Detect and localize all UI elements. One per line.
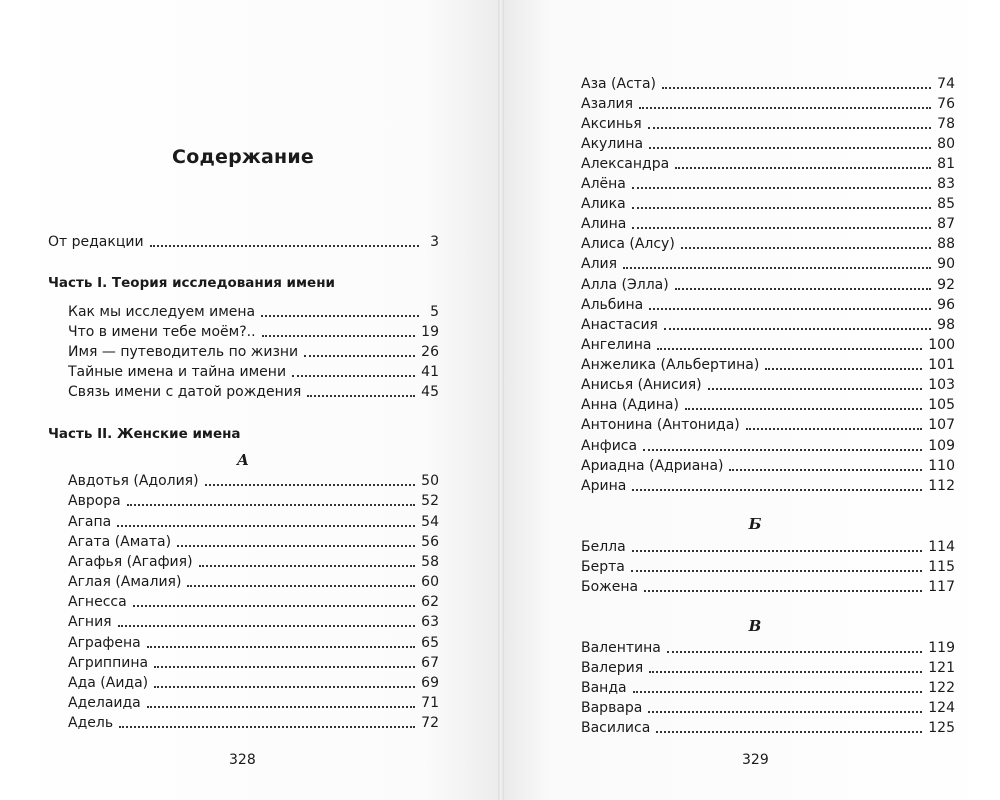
toc-entry[interactable] [581,295,955,315]
page-number: 328 [229,752,256,768]
toc-entry-title: Ариадна (Адриана) [581,458,724,474]
toc-entry[interactable] [581,94,955,114]
toc-entry-title: Алика [581,196,626,212]
toc-entry-page: 92 [937,277,955,293]
toc-entry[interactable] [68,612,439,632]
toc-entry-title: Алиса (Алсу) [581,236,675,252]
toc-entry[interactable] [581,375,955,395]
toc-entry[interactable] [581,678,955,698]
toc-entry[interactable] [581,355,955,375]
toc-entry-title: Азалия [581,96,634,112]
page-number: 329 [742,752,769,768]
leader-dots [205,483,416,486]
leader-dots [133,604,415,607]
leader-dots [154,665,415,668]
toc-entry-page: 98 [937,317,955,333]
toc-entry-page: 114 [928,539,955,555]
page-title: Содержание [172,146,314,168]
toc-entry-page: 45 [421,384,439,400]
toc-entry[interactable] [581,234,955,254]
toc-entry[interactable] [581,658,955,678]
leader-dots [639,106,931,109]
toc-entry-page: 125 [928,720,955,736]
toc-entry[interactable] [581,114,955,134]
toc-entry[interactable] [68,572,439,592]
leader-dots [632,186,931,189]
toc-entry-title: Анжелика (Альбертина) [581,357,760,373]
leader-dots [118,624,416,627]
leader-dots [147,645,415,648]
leader-dots [632,206,932,209]
leader-dots [633,690,923,693]
toc-entry-page: 103 [928,377,955,393]
toc-entry-title: Аврора [68,493,121,509]
toc-entry-page: 74 [937,76,955,92]
section-letter: Б [748,515,762,533]
toc-entry[interactable] [581,275,955,295]
toc-entry-title: Аделаида [68,695,141,711]
toc-entry-title: Анисья (Анисия) [581,377,702,393]
toc-entry-page: 41 [421,364,439,380]
leader-dots [648,710,922,713]
toc-entry-title: Берта [581,559,625,575]
toc-entry-title: Альбина [581,297,644,313]
section-letter: В [748,617,762,635]
toc-entry-page: 81 [937,156,955,172]
leader-dots [623,266,931,269]
toc-entry[interactable] [581,638,955,658]
leader-dots [199,564,416,567]
part-heading: Часть II. Женские имена [48,426,241,442]
toc-entry[interactable] [68,512,439,532]
leader-dots [117,524,415,527]
section-letter: А [236,451,250,469]
toc-entry-title: Агата (Амата) [68,534,172,550]
toc-entry-title: Алия [581,256,618,272]
toc-entry-page: 19 [421,324,439,340]
toc-entry-title: Агнесса [68,594,127,610]
toc-entry[interactable] [68,342,439,362]
leader-dots [187,584,415,587]
leader-dots [177,544,415,547]
toc-entry[interactable] [581,415,955,435]
toc-entry-title: Что в имени тебе моём?.. [68,324,256,340]
leader-dots [765,367,922,370]
toc-entry-page: 58 [421,554,439,570]
toc-entry-title: Аксинья [581,116,642,132]
toc-entry-title: Связь имени с датой рождения [68,384,302,400]
leader-dots [127,503,415,506]
leader-dots [656,730,922,733]
toc-entry-page: 124 [928,700,955,716]
toc-entry-title: Ада (Аида) [68,675,149,691]
toc-entry-page: 26 [421,344,439,360]
toc-entry[interactable] [581,395,955,415]
leader-dots [729,468,922,471]
toc-entry-title: Алла (Элла) [581,277,669,293]
toc-entry-title: Авдотья (Адолия) [68,473,199,489]
toc-entry-page: 105 [928,397,955,413]
leader-dots [685,407,922,410]
toc-entry-page: 56 [421,534,439,550]
toc-entry[interactable] [68,552,439,572]
toc-entry-page: 50 [421,473,439,489]
toc-entry-title: Василиса [581,720,651,736]
toc-entry-title: Ванда [581,680,627,696]
leader-dots [292,374,415,377]
toc-entry-page: 121 [928,660,955,676]
toc-entry-title: От редакции [48,234,144,250]
leader-dots [262,334,416,337]
toc-entry-page: 96 [937,297,955,313]
leader-dots [261,314,419,317]
toc-entry-page: 76 [937,96,955,112]
leader-dots [648,126,932,129]
toc-entry-page: 3 [430,234,439,250]
toc-entry[interactable] [68,713,439,733]
toc-entry-page: 72 [421,715,439,731]
toc-entry[interactable] [68,362,439,382]
toc-entry-page: 112 [928,478,955,494]
toc-entry-title: Александра [581,156,670,172]
toc-entry-page: 100 [928,337,955,353]
toc-entry[interactable] [581,335,955,355]
toc-entry[interactable] [68,532,439,552]
toc-entry-title: Белла [581,539,626,555]
toc-entry[interactable] [581,436,955,456]
toc-entry[interactable] [581,214,955,234]
toc-entry-preface[interactable] [48,232,439,252]
toc-entry[interactable] [68,592,439,612]
toc-entry[interactable] [581,154,955,174]
toc-entry-page: 62 [421,594,439,610]
leader-dots [649,146,931,149]
toc-entry-page: 5 [430,304,439,320]
toc-entry-title: Агафья (Агафия) [68,554,193,570]
toc-entry-page: 60 [421,574,439,590]
toc-entry-page: 101 [928,357,955,373]
toc-entry-page: 85 [937,196,955,212]
leader-dots [154,685,415,688]
leader-dots [649,307,931,310]
toc-entry[interactable] [581,134,955,154]
toc-entry-page: 88 [937,236,955,252]
toc-entry[interactable] [68,471,439,491]
leader-dots [662,86,931,89]
toc-entry[interactable] [68,322,439,342]
toc-entry[interactable] [581,194,955,214]
toc-entry-title: Анастасия [581,317,658,333]
toc-entry[interactable] [581,254,955,274]
toc-entry-title: Аза (Аста) [581,76,656,92]
leader-dots [644,589,922,592]
part-heading: Часть I. Теория исследования имени [48,275,335,291]
leader-dots [150,244,419,247]
toc-entry-page: 107 [928,417,955,433]
toc-entry[interactable] [68,491,439,511]
toc-entry[interactable] [68,693,439,713]
toc-entry-page: 109 [928,438,955,454]
toc-entry-title: Божена [581,579,639,595]
toc-entry-title: Валерия [581,660,644,676]
toc-entry[interactable] [68,673,439,693]
toc-entry-title: Анна (Адина) [581,397,679,413]
toc-entry-title: Ангелина [581,337,652,353]
toc-entry-page: 69 [421,675,439,691]
toc-entry-title: Адель [68,715,114,731]
leader-dots [675,287,931,290]
toc-entry-page: 110 [928,458,955,474]
leader-dots [664,327,931,330]
toc-entry-title: Агриппина [68,655,149,671]
leader-dots [649,670,922,673]
toc-entry[interactable] [581,315,955,335]
leader-dots [708,387,923,390]
toc-entry-page: 78 [937,116,955,132]
toc-entry[interactable] [581,74,955,94]
toc-entry[interactable] [68,653,439,673]
toc-entry-page: 52 [421,493,439,509]
toc-entry-page: 63 [421,614,439,630]
toc-entry-title: Варвара [581,700,643,716]
toc-entry-title: Акулина [581,136,644,152]
toc-entry[interactable] [68,633,439,653]
toc-entry-page: 65 [421,635,439,651]
leader-dots [643,448,922,451]
toc-entry-title: Аграфена [68,635,141,651]
toc-entry-title: Агапа [68,514,112,530]
toc-entry-page: 122 [928,680,955,696]
toc-entry-title: Валентина [581,640,661,656]
toc-entry-title: Антонина (Антонида) [581,417,740,433]
toc-entry-page: 119 [928,640,955,656]
toc-entry-page: 115 [928,559,955,575]
leader-dots [667,650,922,653]
toc-entry-page: 90 [937,256,955,272]
toc-entry-page: 71 [421,695,439,711]
toc-entry[interactable] [581,174,955,194]
leader-dots [631,569,922,572]
toc-entry-page: 87 [937,216,955,232]
leader-dots [657,347,922,350]
toc-entry[interactable] [581,698,955,718]
toc-entry[interactable] [581,577,955,597]
toc-entry-title: Агния [68,614,112,630]
toc-entry[interactable] [68,382,439,402]
toc-entry-title: Аглая (Амалия) [68,574,182,590]
leader-dots [632,226,931,229]
leader-dots [119,725,415,728]
toc-entry-page: 54 [421,514,439,530]
toc-entry-page: 67 [421,655,439,671]
toc-entry[interactable] [581,456,955,476]
toc-entry-page: 80 [937,136,955,152]
toc-entry-title: Как мы исследуем имена [68,304,256,320]
toc-entry[interactable] [68,302,439,322]
leader-dots [675,166,931,169]
toc-entry-title: Анфиса [581,438,638,454]
book-gutter [498,0,504,800]
toc-entry-title: Алина [581,216,627,232]
leader-dots [746,427,922,430]
toc-entry-title: Тайные имена и тайна имени [68,364,287,380]
leader-dots [632,488,922,491]
toc-entry[interactable] [581,476,955,496]
toc-entry-title: Имя — путеводитель по жизни [68,344,299,360]
toc-entry-page: 83 [937,176,955,192]
leader-dots [681,246,931,249]
toc-entry-title: Алёна [581,176,626,192]
toc-entry[interactable] [581,557,955,577]
toc-entry-page: 117 [928,579,955,595]
leader-dots [307,394,415,397]
toc-entry-title: Арина [581,478,627,494]
toc-entry[interactable] [581,537,955,557]
leader-dots [632,549,923,552]
leader-dots [147,705,415,708]
toc-entry[interactable] [581,718,955,738]
leader-dots [304,354,415,357]
